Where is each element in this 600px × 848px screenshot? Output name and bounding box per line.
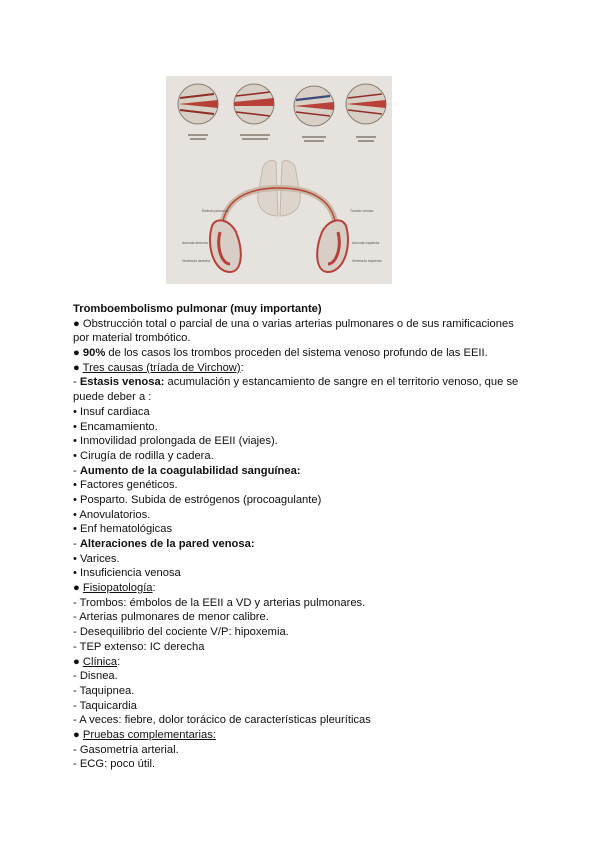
- list-item: - Arterias pulmonares de menor calibre.: [73, 611, 269, 624]
- pathophysiology-heading: ● Fisiopatología:: [73, 582, 156, 595]
- vessel-circle-4: [346, 84, 386, 124]
- vein-wall-heading: - Alteraciones de la pared venosa:: [73, 538, 255, 550]
- list-item: - TEP extenso: IC derecha: [73, 640, 205, 653]
- list-item: • Inmovilidad prolongada de EEII (viajes).: [73, 435, 278, 448]
- list-item: - Trombos: émbolos de la EEII a VD y arterias pulmonares.: [73, 596, 366, 609]
- list-item: • Posparto. Subida de estrógenos (procoagulante): [73, 493, 322, 506]
- origin-line: ● 90% de los casos los trombos proceden del sistema venoso profundo de las EEII.: [73, 347, 488, 360]
- definition-line-2: por material trombótico.: [73, 332, 191, 345]
- figure-label-5: Aurícula izquierda: [352, 241, 380, 245]
- list-item: • Cirugía de rodilla y cadera.: [73, 449, 214, 462]
- clinical-heading: ● Clínica:: [73, 655, 121, 668]
- vessel-circle-2: [234, 84, 274, 124]
- section-title: Tromboembolismo pulmonar (muy importante): [73, 303, 322, 315]
- list-item: - Taquicardia: [73, 699, 137, 712]
- stasis-line: - Estasis venosa: acumulación y estancamiento de sangre en el territorio venoso, que se: [73, 376, 519, 389]
- list-item: - Desequilibrio del cociente V/P: hipoxemia.: [73, 626, 289, 639]
- coagulability-heading: - Aumento de la coagulabilidad sanguínea:: [73, 464, 301, 477]
- list-item: • Encamamiento.: [73, 420, 158, 433]
- pulmonary-embolism-illustration: [166, 76, 392, 284]
- causes-heading: ● Tres causas (tríada de Virchow):: [73, 361, 244, 374]
- document-body: [73, 302, 543, 772]
- vessel-circle-3: [294, 86, 334, 126]
- illustration-svg: [166, 76, 392, 284]
- list-item: - ECG: poco útil.: [73, 758, 156, 771]
- list-item: - Gasometría arterial.: [73, 743, 179, 756]
- list-item: • Insuf cardiaca: [73, 405, 150, 418]
- list-item: • Enf hematológicas: [73, 523, 173, 536]
- tests-heading: ● Pruebas complementarias:: [73, 728, 216, 741]
- list-item: • Factores genéticos.: [73, 479, 178, 492]
- figure-label-3: Aurícula derecha: [182, 241, 208, 245]
- list-item: - Taquipnea.: [73, 684, 135, 697]
- list-item: - Disnea.: [73, 670, 118, 683]
- figure-label-1: Émbolo pulmonar: [202, 209, 229, 213]
- list-item: • Insuficiencia venosa: [73, 567, 181, 580]
- vessel-circle-1: [178, 84, 218, 124]
- figure-label-6: Ventrículo izquierdo: [352, 259, 382, 263]
- figure-label-2: Trombo venoso: [350, 209, 374, 213]
- figure-label-4: Ventrículo derecho: [182, 259, 211, 263]
- stasis-line-2: puede deber a :: [73, 391, 152, 404]
- list-item: • Varices.: [73, 552, 120, 565]
- definition-line-1: ● Obstrucción total o parcial de una o varias arterias pulmonares o de sus ramificaciones: [73, 317, 514, 330]
- list-item: • Anovulatorios.: [73, 508, 151, 521]
- list-item: - A veces: fiebre, dolor torácico de características pleuríticas: [73, 714, 371, 727]
